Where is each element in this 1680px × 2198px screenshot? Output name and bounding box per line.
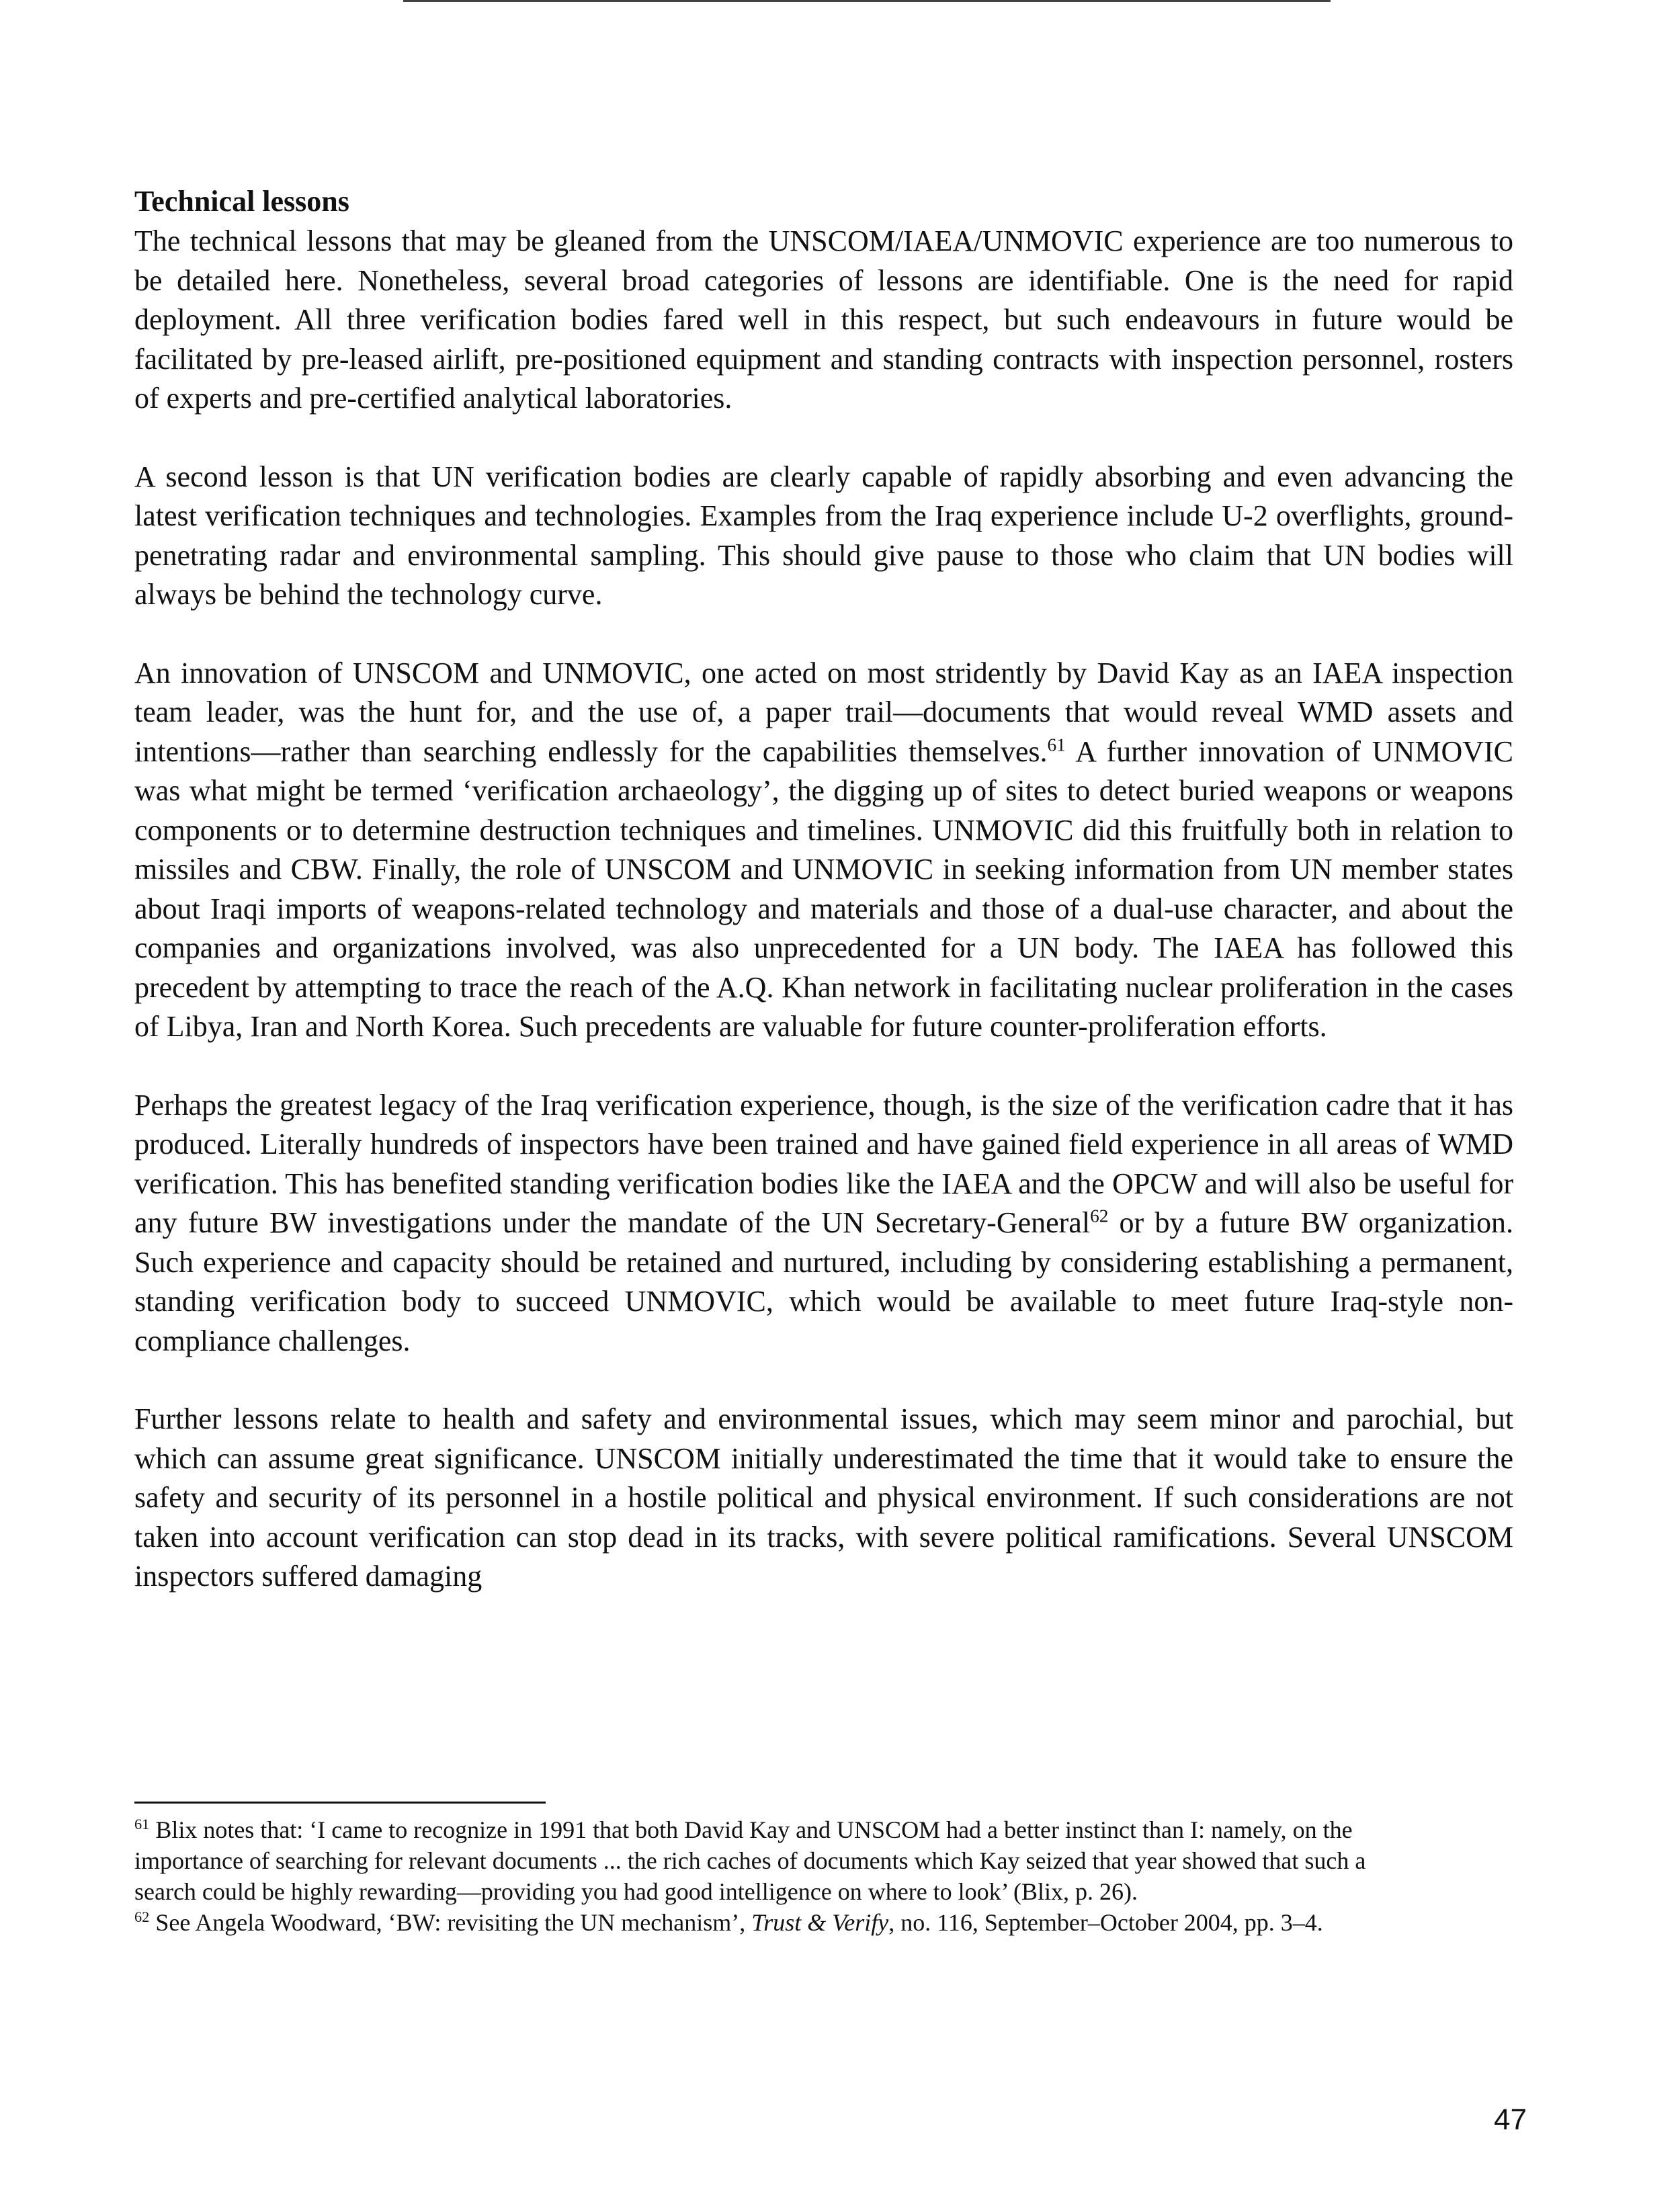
paragraph-1: The technical lessons that may be gleaned from the UNSCOM/IAEA/UNMOVIC experience are too numerous to be detailed here. Nonetheless, several broad categories of lessons are identifiable. One is the need for rapid deployment. All three verification bodies fared well in this respect, but such endeavours in future would be facilitated by pre-leased airlift, pre-positioned equipment and standing contracts with inspection personnel, rosters of experts and pre-certified analytical laboratories. <box>134 224 1513 415</box>
footnote-61 <box>134 1814 1411 1907</box>
footnote-separator <box>134 1802 546 1804</box>
footnote-ref-62[interactable]: 62 <box>1090 1206 1109 1226</box>
section-heading: Technical lessons <box>134 185 349 218</box>
footnote-62 <box>134 1907 1411 1938</box>
footnote-ref-61[interactable]: 61 <box>1047 734 1066 755</box>
paragraph-4-part-b: or by a future BW organization. Such experience and capacity should be retained and nurtured, including by considering establishing a permanent, standing verification body to succeed UNMOVIC, which would be available to meet future Iraq-style non-compliance challenges. <box>134 1206 1513 1357</box>
paragraph-5: Further lessons relate to health and safety and environmental issues, which may seem minor and parochial, but which can assume great significance. UNSCOM initially underestimated the time that it would take to ensure the safety and security of its personnel in a hostile political and physical environment. If such considerations are not taken into account verification can stop dead in its tracks, with severe political ramifications. Several UNSCOM inspectors suffered damaging <box>134 1402 1513 1593</box>
footnote-number: 62 <box>134 1908 150 1925</box>
page-number: 47 <box>1494 2103 1527 2136</box>
paragraph-4 <box>134 1086 1513 1361</box>
paragraph-2: A second lesson is that UN verification bodies are clearly capable of rapidly absorbing and even advancing the latest verification techniques and technologies. Examples from the Iraq experience include U-2 overflights, ground-penetrating radar and environmental sampling. This should give pause to those who claim that UN bodies will always be behind the technology curve. <box>134 460 1513 611</box>
paragraph-3-part-b: A further innovation of UNMOVIC was what might be termed ‘verification archaeology’, the digging up of sites to detect buried weapons or weapons components or to determine destruction techniques and timelines. UNMOVIC did this fruitfully both in relation to missiles and CBW. Finally, the role of UNSCOM and UNMOVIC in seeking information from UN member states about Iraqi imports of weapons-related technology and materials and those of a dual-use character, and about the companies and organizations involved, was also unprecedented for a UN body. The IAEA has followed this precedent by attempting to trace the reach of the A.Q. Khan network in facilitating nuclear proliferation in the cases of Libya, Iran and North Korea. Such precedents are valuable for future counter-proliferation efforts. <box>134 734 1513 1043</box>
paragraph-4-part-a: Perhaps the greatest legacy of the Iraq verification experience, though, is the size of the verification cadre that it has produced. Literally hundreds of inspectors have been trained and have gained field experience in all areas of WMD verification. This has benefited standing verification bodies like the IAEA and the OPCW and will also be useful for any future BW investigations under the mandate of the UN Secretary-General <box>134 1088 1513 1239</box>
scan-top-edge-line <box>403 0 1331 2</box>
main-text <box>134 181 1513 1636</box>
footnotes <box>134 1814 1411 1938</box>
paragraph-3 <box>134 654 1513 1047</box>
footnote-number: 61 <box>134 1816 150 1832</box>
footnote-text: See Angela Woodward, ‘BW: revisiting the UN mechanism’, <box>149 1909 752 1936</box>
footnote-text: Blix notes that: ‘I came to recognize in 1991 that both David Kay and UNSCOM had a better instinct than I: namely, on the importance of searching for relevant documents ... the rich caches of documents which Kay seized that year showed that such a search could be highly rewarding—providing you had good intelligence on where to look’ (Blix, p. 26). <box>134 1816 1366 1905</box>
footnote-text: , no. 116, September–October 2004, pp. 3–4. <box>888 1909 1323 1936</box>
paragraph-3-part-a: An innovation of UNSCOM and UNMOVIC, one acted on most stridently by David Kay as an IAEA inspection team leader, was the hunt for, and the use of, a paper trail—documents that would reveal WMD assets and intentions—rather than searching endlessly for the capabilities themselves. <box>134 656 1513 768</box>
journal-title: Trust & Verify <box>751 1909 889 1936</box>
